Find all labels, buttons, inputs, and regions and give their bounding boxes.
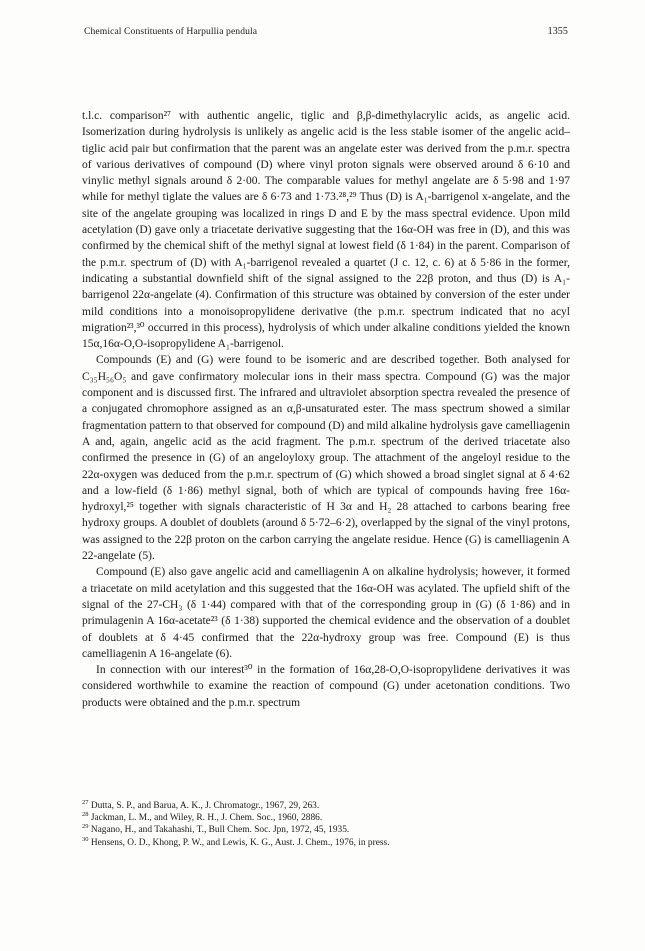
paragraph-acid-identification: t.l.c. comparison²⁷ with authentic angelic, tiglic and β,β-dimethylacrylic acids, as angelic acid. Isomerization during hydrolysis is unlikely as angelic acid is the less stable isomer of the angelic acid–tiglic acid pair but confirmation that the parent was an angelate ester was derived from the p.m.r. spectra of various derivatives of compound (D) where vinyl proton signals were observed around δ 6·10 and vinylic methyl signals around δ 2·00. The comparable values for methyl angelate are δ 5·98 and 1·97 while for methyl tiglate the values are δ 6·73 and 1·73.²⁸,²⁹ Thus (D) is A₁-barrigenol x-angelate, and the site of the angelate grouping was localized in rings D and E by the mass spectral evidence. Upon mild acetylation (D) gave only a triacetate derivative suggesting that the 16α-OH was free in (D), and this was confirmed by the chemical shift of the methyl signal at lowest field (δ 1·84) in the parent. Comparison of the p.m.r. spectrum of (D) with A₁-barrigenol revealed a quartet (J c. 12, c. 6) at δ 5·86 in the former, indicating a substantial downfield shift of the signal assigned to the 22β proton, and thus (D) is A₁-barrigenol 22α-angelate (4). Confirmation of this structure was obtained by conversion of the ester under mild conditions into a monoisopropylidene derivative (the p.m.r. spectrum indicated that no acyl migration²³,³⁰ occurred in this process), hydrolysis of which under alkaline conditions yielded the known 15α,16α-O,O-isopropylidene A₁-barrigenol. bbox=[82, 110, 570, 351]
footnotes bbox=[82, 800, 570, 849]
footnote-29: $^{29}$ Nagano, H., and Takahashi, T., Bull Chem. Soc. Jpn, 1972, 45, 1935. bbox=[82, 823, 350, 836]
page-number: 1355 bbox=[547, 26, 568, 37]
paragraph-compound-e: Compound (E) also gave angelic acid and camelliagenin A on alkaline hydrolysis; however, it formed a triacetate on mild acetylation and this suggested that the 16α-OH was acylated. The upfield shift of the signal of the 27-CH₃ (δ 1·44) compared with that of the corresponding group in (G) (δ 1·86) and in primulagenin A 16α-acetate²³ (δ 1·38) supported the chemical evidence and the observation of a doublet of doublets at δ 4·45 confirmed that the 22α-hydroxy group was free. Compound (E) is thus camelliagenin A 16-angelate (6). bbox=[82, 566, 570, 660]
paragraph-compounds-e-g: Compounds (E) and (G) were found to be isomeric and are described together. Both analysed for C₃₅H₅₆O₅ and gave confirmatory molecular ions in their mass spectra. Compound (G) was the major component and is discussed first. The infrared and ultraviolet absorption spectra revealed the presence of a conjugated chromophore assigned as an α,β-unsaturated ester. The mass spectrum showed a similar fragmentation pattern to that observed for compound (D) and mild alkaline hydrolysis gave camelliagenin A and, again, angelic acid as the acid fragment. The p.m.r. spectrum of the derived triacetate also confirmed the presence in (G) of an angeloyloxy group. The attachment of the angeloyl residue to the 22α-oxygen was deduced from the p.m.r. spectrum of (G) which showed a broad singlet signal at δ 4·62 and a low-field (δ 1·86) methyl signal, both of which are typical of compounds having free 16α-hydroxyl,²⁵ together with signals characteristic of H 3α and H₂ 28 attached to carbons bearing free hydroxy groups. A doublet of doublets (around δ 5·72–6·2), overlapped by the signal of the vinyl protons, was assigned to the 22β proton on the carbon carrying the angelate residue. Hence (G) is camelliagenin A 22-angelate (5). bbox=[82, 354, 570, 563]
footnote-27: $^{27}$ Dutta, S. P., and Barua, A. K., J. Chromatogr., 1967, 29, 263. bbox=[82, 798, 320, 811]
running-head bbox=[84, 26, 568, 37]
article-body bbox=[82, 108, 570, 711]
footnote-28: $^{28}$ Jackman, L. M., and Wiley, R. H., J. Chem. Soc., 1960, 2886. bbox=[82, 811, 323, 824]
paragraph-acetonation: In connection with our interest³⁰ in the formation of 16α,28-O,O-isopropylidene derivatives it was considered worthwhile to examine the reaction of compound (G) under acetonation conditions. Two products were obtained and the p.m.r. spectrum bbox=[82, 664, 570, 709]
running-head-title: Chemical Constituents of Harpullia pendula bbox=[84, 26, 258, 37]
footnote-30: $^{30}$ Hensens, O. D., Khong, P. W., and Lewis, K. G., Aust. J. Chem., 1976, in press. bbox=[82, 835, 390, 848]
